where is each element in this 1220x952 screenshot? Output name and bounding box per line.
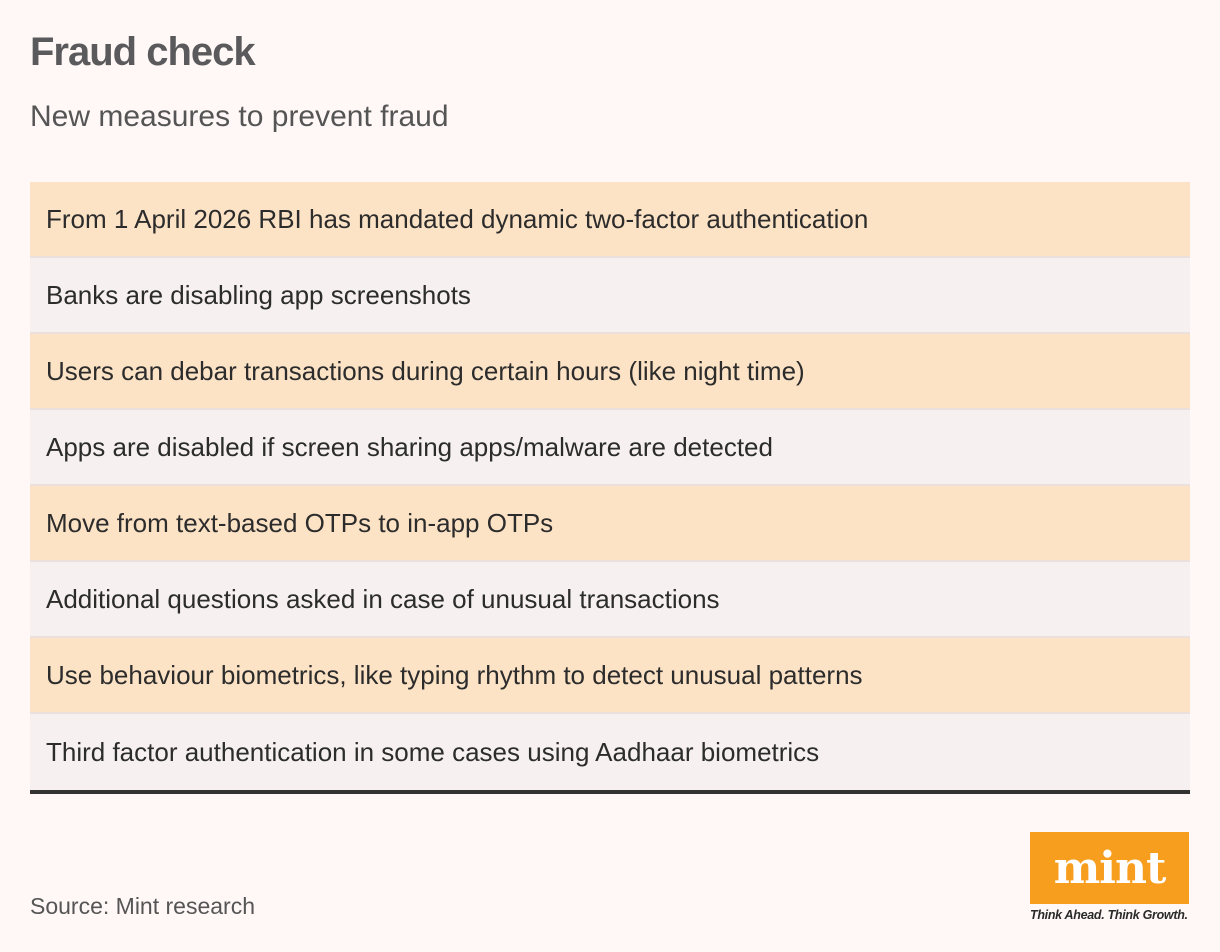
source-note: Source: Mint research <box>30 893 255 919</box>
table-row: Users can debar transactions during certain hours (like night time) <box>30 334 1190 410</box>
mint-logo <box>1030 832 1189 904</box>
table-row: From 1 April 2026 RBI has mandated dynamic two-factor authentication <box>30 182 1190 258</box>
table-row: Apps are disabled if screen sharing apps/malware are detected <box>30 410 1190 486</box>
measures-table <box>30 182 1190 794</box>
table-row: Third factor authentication in some cases using Aadhaar biometrics <box>30 714 1190 790</box>
table-row: Move from text-based OTPs to in-app OTPs <box>30 486 1190 562</box>
page-title: Fraud check <box>30 30 255 74</box>
table-row: Additional questions asked in case of unusual transactions <box>30 562 1190 638</box>
logo-text: mint <box>1053 842 1166 894</box>
logo-tagline: Think Ahead. Think Growth. <box>1030 908 1188 922</box>
page-subtitle: New measures to prevent fraud <box>30 100 449 133</box>
table-row: Use behaviour biometrics, like typing rhythm to detect unusual patterns <box>30 638 1190 714</box>
table-row: Banks are disabling app screenshots <box>30 258 1190 334</box>
